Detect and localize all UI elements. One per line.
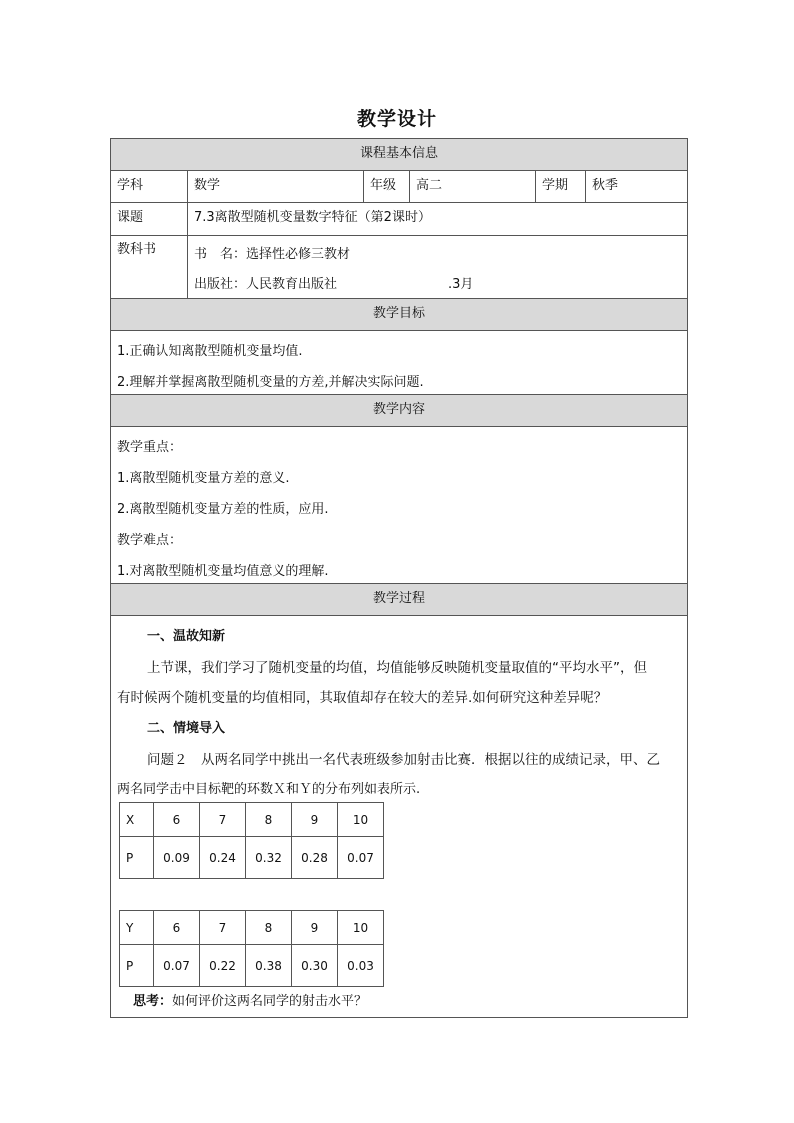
key-point-item-1: 1.离散型随机变量方差的意义. [117, 471, 290, 486]
term-label: 学期 [535, 171, 585, 202]
table-x-prob: 0.32 [246, 837, 292, 879]
textbook-row [111, 236, 687, 299]
table-x-prob: 0.24 [200, 837, 246, 879]
table-y-value: 10 [338, 911, 384, 945]
table-y-var-label: Y [120, 911, 154, 945]
table-y-prob: 0.07 [154, 945, 200, 987]
table-x-value: 8 [246, 803, 292, 837]
table-y-prob: 0.38 [246, 945, 292, 987]
key-point-item-2: 2.离散型随机变量方差的性质，应用. [117, 502, 329, 517]
section-header-process: 教学过程 [111, 584, 687, 616]
topic-label: 课题 [117, 210, 144, 225]
table-x-var-label: X [120, 803, 154, 837]
term-value: 秋季 [585, 171, 687, 202]
warmup-text-line-1: 上节课，我们学习了随机变量的均值，均值能够反映随机变量取值的“平均水平”，但 [147, 660, 647, 676]
basic-info-row [111, 171, 687, 203]
section-header-basic-info: 课程基本信息 [111, 139, 687, 171]
subject-label: 学科 [117, 178, 144, 193]
objectives-body [111, 331, 687, 395]
table-x-value: 7 [200, 803, 246, 837]
objective-item-1: 1.正确认知离散型随机变量均值. [117, 344, 303, 359]
table-x-value: 9 [292, 803, 338, 837]
warmup-heading: 一、温故知新 [147, 629, 226, 644]
grade-label: 年级 [363, 171, 409, 202]
think-label: 思考： [133, 994, 173, 1009]
difficulty-item-1: 1.对离散型随机变量均值意义的理解. [117, 564, 329, 579]
table-y-prob: 0.30 [292, 945, 338, 987]
textbook-info [187, 236, 687, 298]
document-title: 教学设计 [356, 108, 437, 130]
table-x-value: 6 [154, 803, 200, 837]
table-y-value: 6 [154, 911, 200, 945]
subject-value: 数学 [187, 171, 363, 202]
scenario-heading: 二、情境导入 [147, 721, 226, 736]
section-header-content: 教学内容 [111, 395, 687, 427]
book-name: 书 名：选择性必修三教材 [194, 247, 351, 262]
problem-text-line-2: 两名同学击中目标靶的环数Ｘ和Ｙ的分布列如表所示. [117, 782, 421, 797]
table-y-prob: 0.03 [338, 945, 384, 987]
lesson-plan-table [110, 138, 688, 1018]
think-question [133, 990, 367, 1009]
grade-value: 高二 [409, 171, 535, 202]
content-body [111, 427, 687, 584]
table-x-value: 10 [338, 803, 384, 837]
table-x-prob-label: P [120, 837, 154, 879]
table-x-prob: 0.28 [292, 837, 338, 879]
publisher: 出版社：人民教育出版社 [194, 277, 338, 292]
section-header-objectives: 教学目标 [111, 299, 687, 331]
process-body [111, 616, 687, 1017]
textbook-label: 教科书 [117, 242, 157, 257]
topic-row [111, 203, 687, 236]
table-x-prob: 0.09 [154, 837, 200, 879]
table-y-prob: 0.22 [200, 945, 246, 987]
problem-text-line-1: 问题２ 从两名同学中挑出一名代表班级参加射击比赛．根据以往的成绩记录，甲、乙 [147, 752, 660, 768]
think-text: 如何评价这两名同学的射击水平？ [172, 994, 368, 1009]
table-y-prob-label: P [120, 945, 154, 987]
difficulty-label: 教学难点： [117, 533, 183, 548]
publication-date: .3月 [448, 277, 474, 292]
key-points-label: 教学重点： [117, 440, 183, 455]
table-y-value: 9 [292, 911, 338, 945]
table-y-value: 8 [246, 911, 292, 945]
warmup-text-line-2: 有时候两个随机变量的均值相同，其取值却存在较大的差异.如何研究这种差异呢？ [117, 690, 608, 706]
objective-item-2: 2.理解并掌握离散型随机变量的方差,并解决实际问题. [117, 375, 424, 390]
distribution-table-x [119, 802, 384, 879]
distribution-table-y [119, 910, 384, 987]
topic-value: 7.3离散型随机变量数字特征（第2课时） [187, 203, 687, 235]
table-y-value: 7 [200, 911, 246, 945]
table-x-prob: 0.07 [338, 837, 384, 879]
